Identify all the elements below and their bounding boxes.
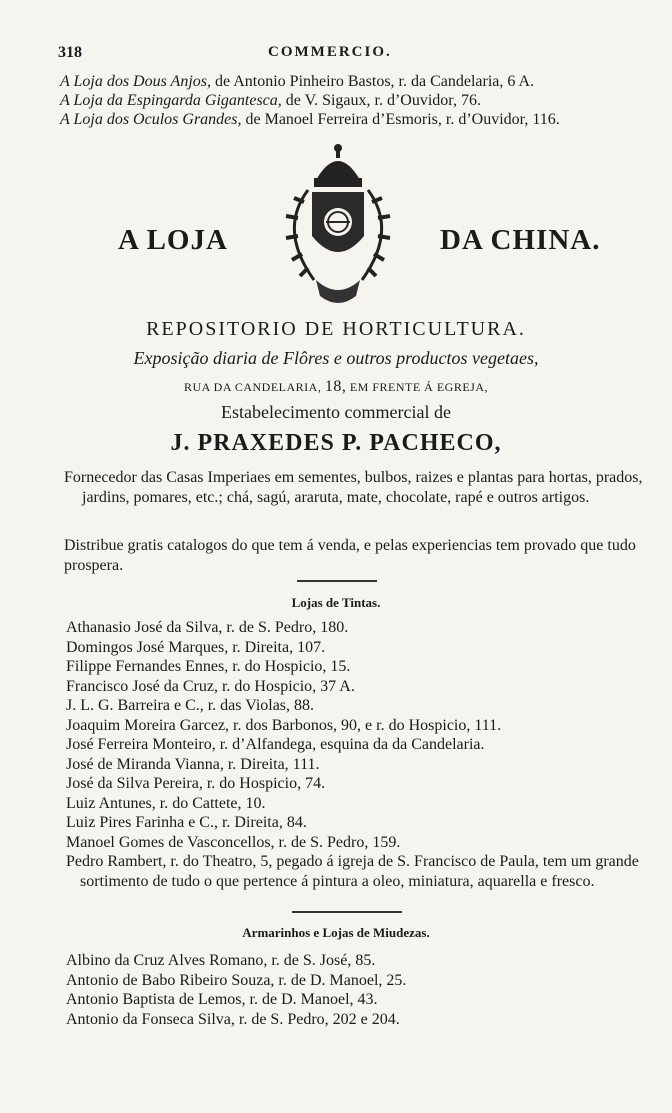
shop-name: A Loja dos Oculos Grandes, — [60, 111, 242, 128]
paragraph-text: Distribue gratis catalogos do que tem á venda, e pelas experiencias tem provado que tudo prospera. — [64, 537, 636, 574]
list-item: Filippe Fernandes Ennes, r. do Hospicio, 15. — [66, 658, 351, 675]
list-item — [60, 72, 650, 91]
advert-banner — [0, 140, 672, 320]
section-divider — [292, 911, 402, 913]
section-list — [66, 951, 658, 1029]
section-title: Lojas de Tintas. — [291, 595, 381, 610]
entry-text: de V. Sigaux, r. d’Ouvidor, 76. — [281, 92, 481, 109]
list-item: Antonio de Babo Ribeiro Souza, r. de D. Manoel, 25. — [66, 971, 407, 989]
list-item: José Ferreira Monteiro, r. d’Alfandega, esquina da da Candelaria. — [66, 736, 485, 753]
list-item: Antonio da Fonseca Silva, r. de S. Pedro, 202 e 204. — [66, 1010, 400, 1028]
list-item — [60, 110, 650, 129]
advert-estab: Estabelecimento commercial de — [221, 402, 451, 422]
list-item: Albino da Cruz Alves Romano, r. de S. José, 85. — [66, 952, 376, 969]
advert-title: REPOSITORIO DE HORTICULTURA. — [146, 318, 526, 340]
entries-list — [60, 72, 650, 129]
advert-paragraph-1 — [64, 468, 672, 508]
page-number: 318 — [58, 44, 82, 61]
running-head: COMMERCIO. — [268, 44, 392, 60]
advert-paragraph-2 — [64, 536, 656, 576]
page-header — [58, 44, 658, 68]
address-number: 18, — [324, 378, 347, 395]
coat-of-arms-icon — [268, 140, 408, 315]
list-item: José da Silva Pereira, r. do Hospicio, 74. — [66, 775, 326, 792]
advert-address — [0, 378, 672, 396]
entry-text: de Manoel Ferreira d’Esmoris, r. d’Ouvidor, 116. — [241, 111, 560, 128]
list-item: Antonio Baptista de Lemos, r. de D. Manoel, 43. — [66, 991, 378, 1008]
paragraph-text: Fornecedor das Casas Imperiaes em sementes, bulbos, raizes e plantas para hortas, prados, jardins, pomares, etc.; chá, sagú, araruta, mate, chocolate, rapé e outros artigos. — [64, 469, 643, 506]
list-item: José de Miranda Vianna, r. Direita, 111. — [66, 755, 320, 773]
list-item: Domingos José Marques, r. Direita, 107. — [66, 638, 326, 656]
list-item — [60, 91, 650, 110]
list-item: Manoel Gomes de Vasconcellos, r. de S. Pedro, 159. — [66, 833, 401, 851]
section-title: Armarinhos e Lojas de Miudezas. — [242, 925, 430, 940]
shop-name: A Loja da Espingarda Gigantesca, — [60, 92, 282, 109]
entry-text: de Antonio Pinheiro Bastos, r. da Candelaria, 6 A. — [211, 73, 535, 90]
advert-subtitle: Exposição diaria de Flôres e outros productos vegetaes, — [133, 348, 539, 368]
list-item: Joaquim Moreira Garcez, r. dos Barbonos, 90, e r. do Hospicio, 111. — [66, 716, 502, 734]
list-item: Luiz Pires Farinha e C., r. Direita, 84. — [66, 814, 307, 831]
address-suffix: EM FRENTE Á EGREJA, — [349, 380, 488, 394]
list-item: Athanasio José da Silva, r. de S. Pedro, 180. — [66, 619, 349, 636]
banner-right-text: DA CHINA. — [440, 224, 601, 256]
shop-name: A Loja dos Dous Anjos, — [60, 73, 211, 90]
banner-left-text: A LOJA — [118, 224, 228, 256]
section-divider — [297, 580, 377, 582]
list-item: Pedro Rambert, r. do Theatro, 5, pegado á igreja de S. Francisco de Paula, tem um grande sortimento de tudo o que pertence á pintura a oleo, miniatura, aquarella e fresco. — [66, 853, 639, 890]
advert-owner: J. PRAXEDES P. PACHECO, — [170, 430, 502, 456]
list-item: Francisco José da Cruz, r. do Hospicio, 37 A. — [66, 677, 355, 695]
list-item: Luiz Antunes, r. do Cattete, 10. — [66, 794, 266, 812]
section-list — [66, 618, 658, 891]
list-item: J. L. G. Barreira e C., r. das Violas, 88. — [66, 697, 315, 714]
address-prefix: RUA DA CANDELARIA, — [183, 380, 322, 394]
